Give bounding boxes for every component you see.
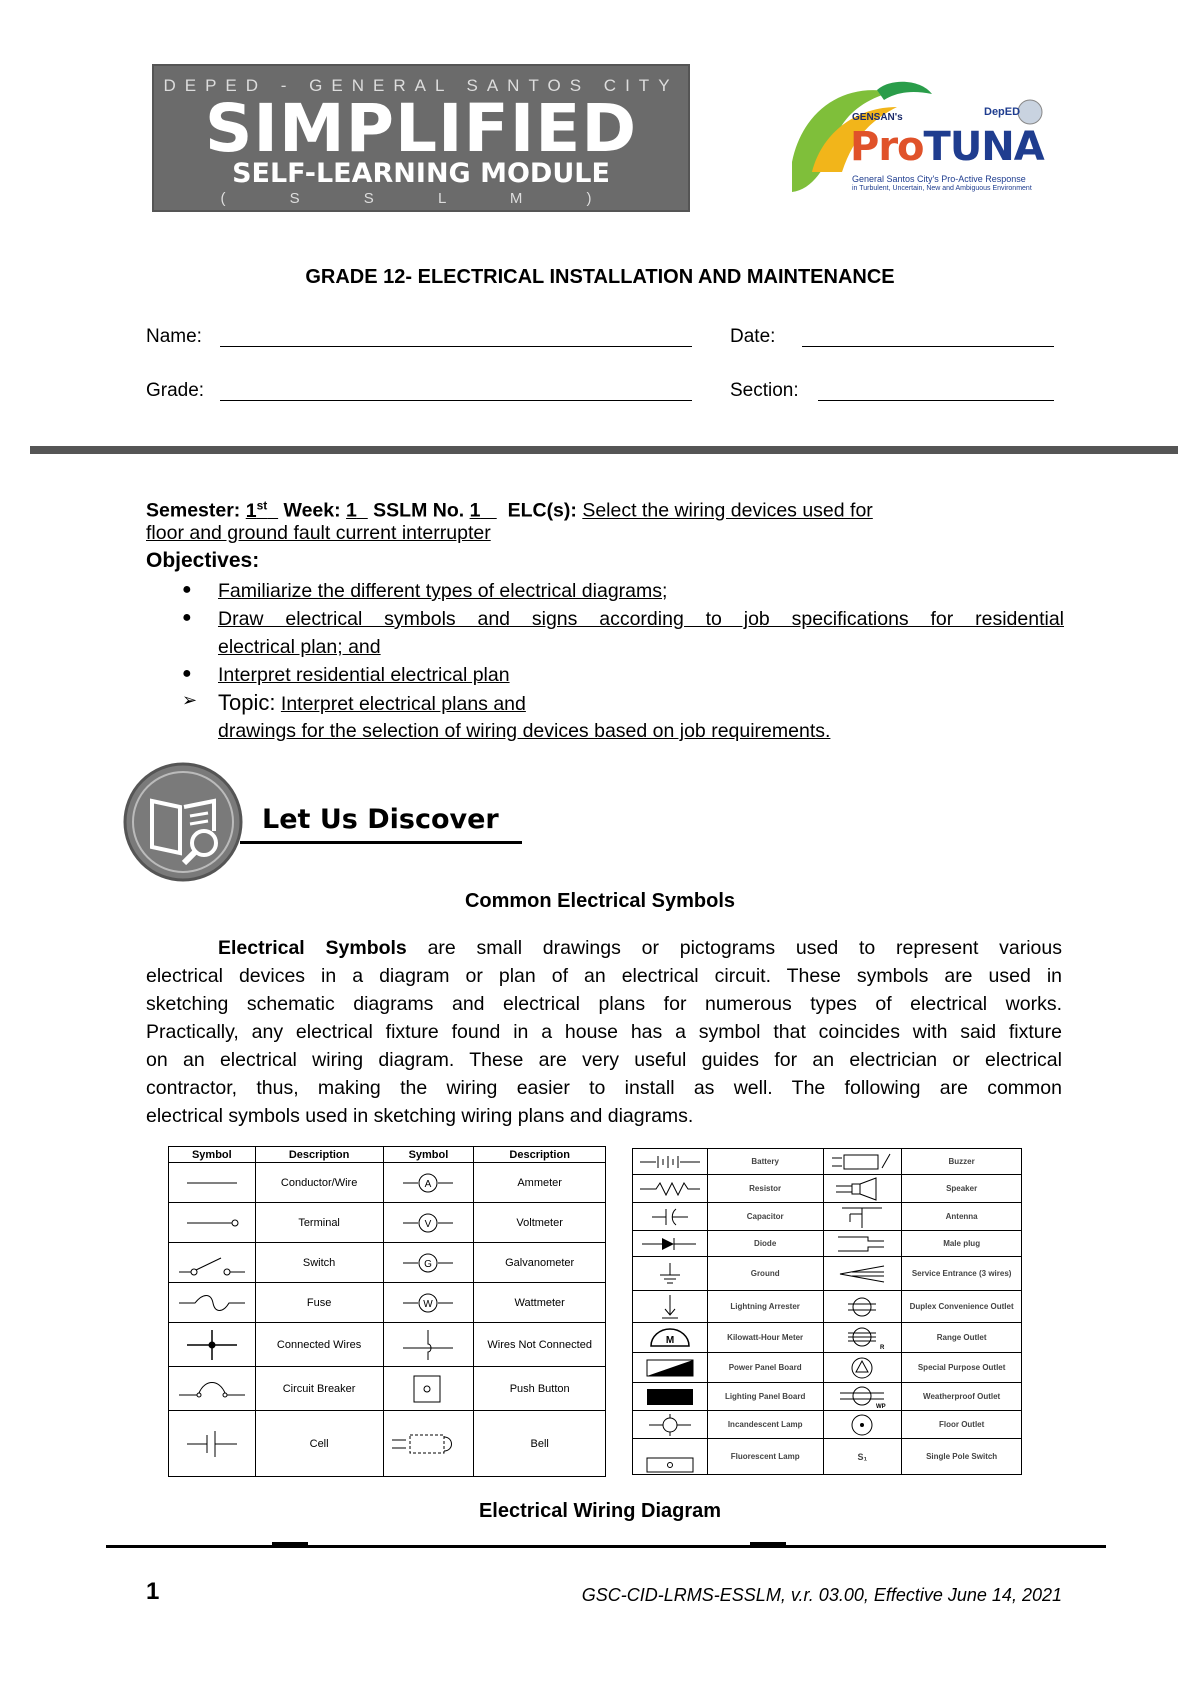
lighting-panel-board-icon [645, 1387, 695, 1407]
cell-icon [182, 1429, 242, 1459]
footer-divider-accent [750, 1542, 786, 1545]
svg-text:W: W [423, 1298, 434, 1310]
banner-line1: DEPED - GENERAL SANTOS CITY [163, 76, 679, 95]
desc-cell: Floor Outlet [902, 1411, 1022, 1439]
desc-cell: Voltmeter [474, 1203, 606, 1243]
service-entrance-icon [832, 1263, 892, 1285]
table-row [633, 1383, 1022, 1411]
power-panel-board-icon [645, 1358, 695, 1378]
desc-cell: Ammeter [474, 1163, 606, 1203]
svg-text:M: M [665, 1334, 675, 1346]
document-code: GSC-CID-LRMS-ESSLM, v.r. 03.00, Effective June 14, 2021 [581, 1585, 1062, 1605]
table-row [633, 1149, 1022, 1175]
logo-tuna: TUNA [923, 124, 1044, 170]
connected-wires-icon [182, 1328, 242, 1362]
symbols-table-1 [168, 1146, 606, 1477]
floor-outlet-icon [842, 1413, 882, 1437]
fuse-icon [177, 1291, 247, 1315]
desc-cell: Bell [474, 1411, 606, 1477]
th-symbol: Symbol [383, 1147, 474, 1163]
voltmeter-icon [398, 1211, 458, 1235]
desc-cell: Male plug [902, 1231, 1022, 1257]
th-description: Description [474, 1147, 606, 1163]
desc-cell: Special Purpose Outlet [902, 1353, 1022, 1383]
th-symbol: Symbol [169, 1147, 256, 1163]
desc-cell: Lighting Panel Board [707, 1383, 823, 1411]
galvanometer-icon [398, 1251, 458, 1275]
desc-cell: Single Pole Switch [902, 1439, 1022, 1475]
objective-item: Familiarize the different types of electrical diagrams; [218, 580, 668, 602]
desc-cell: Weatherproof Outlet [902, 1383, 1022, 1411]
sslm-banner [152, 64, 690, 212]
switch-icon [177, 1248, 247, 1278]
date-label: Date: [730, 326, 776, 347]
desc-cell: Cell [255, 1411, 383, 1477]
desc-cell: Wires Not Connected [474, 1323, 606, 1367]
capacitor-icon [638, 1207, 702, 1227]
bullet-icon: ● [182, 665, 192, 682]
bell-icon [388, 1429, 468, 1459]
th-description: Description [255, 1147, 383, 1163]
elc-label: ELC(s): [507, 499, 577, 522]
weatherproof-outlet-icon [832, 1385, 892, 1409]
table-row [169, 1283, 606, 1323]
semester-label: Semester: [146, 499, 241, 522]
logo-pro: Pro [850, 124, 924, 170]
svg-text:A: A [425, 1178, 432, 1190]
week-value: 1 [346, 499, 357, 522]
desc-cell: Terminal [255, 1203, 383, 1243]
elc-text1: Select the wiring devices used for [582, 499, 873, 522]
desc-cell: Capacitor [707, 1203, 823, 1231]
battery-icon [638, 1154, 702, 1170]
objective-item-cont: electrical plan; and [218, 636, 381, 658]
wiring-heading: Electrical Wiring Diagram [478, 1500, 722, 1522]
logo-deped: DepED [984, 106, 1021, 118]
desc-cell: Power Panel Board [707, 1353, 823, 1383]
semester-value: 1st [245, 498, 268, 522]
male-plug-icon [832, 1233, 892, 1255]
table-row [633, 1353, 1022, 1383]
intro-paragraph: Electrical Symbols are small drawings or pictograms used to represent various electrical devices in a diagram or plan of an electrical circuit. These symbols are used in sketching schematic diagrams and electrical plans for numerous types of electrical works. Practically, any electrical fixture found in a house has a symbol that coincides with said fixture on an electrical wiring diagram. These are very useful guides for an electrician or electrical contractor, thus, making the wiring easier to install as well. The following are common electrical symbols used in sketching wiring plans and diagrams. [146, 937, 1062, 1127]
table-row [633, 1257, 1022, 1291]
duplex-outlet-icon [832, 1296, 892, 1318]
desc-cell: Lightning Arrester [707, 1291, 823, 1323]
conductor-wire-icon [182, 1173, 242, 1193]
desc-cell: Incandescent Lamp [707, 1411, 823, 1439]
logo-protuna [850, 124, 1044, 170]
footer-divider-accent [272, 1542, 308, 1545]
name-label: Name: [146, 326, 202, 347]
diode-icon [638, 1236, 702, 1252]
desc-cell: Push Button [474, 1367, 606, 1411]
desc-cell: Fuse [255, 1283, 383, 1323]
wires-not-connected-icon [398, 1328, 458, 1362]
svg-text:V: V [425, 1218, 432, 1230]
banner-line3: SELF-LEARNING MODULE [232, 158, 610, 189]
table-row [169, 1203, 606, 1243]
grade-field[interactable] [220, 384, 692, 401]
desc-cell: Range Outlet [902, 1323, 1022, 1353]
fluorescent-lamp-icon [645, 1456, 695, 1474]
terminal-icon [182, 1213, 242, 1233]
book-search-icon [122, 761, 244, 883]
buzzer-icon [830, 1152, 894, 1172]
symbols-heading: Common Electrical Symbols [464, 890, 736, 912]
desc-cell: Galvanometer [474, 1243, 606, 1283]
topic-line: Topic: Interpret electrical plans and [218, 690, 526, 715]
desc-cell: Fluorescent Lamp [707, 1439, 823, 1475]
desc-cell: Speaker [902, 1175, 1022, 1203]
section-label: Section: [730, 380, 799, 401]
desc-cell: Antenna [902, 1203, 1022, 1231]
push-button-icon [408, 1372, 448, 1406]
footer-divider [106, 1545, 1106, 1548]
desc-cell: Buzzer [902, 1149, 1022, 1175]
table-row [633, 1203, 1022, 1231]
sslm-value: 1 [469, 499, 481, 522]
bullet-icon: ● [182, 609, 192, 626]
desc-cell: Conductor/Wire [255, 1163, 383, 1203]
table-row [633, 1175, 1022, 1203]
circuit-breaker-icon [177, 1377, 247, 1401]
incandescent-lamp-icon [645, 1413, 695, 1437]
objectives-heading: Objectives: [146, 549, 260, 572]
antenna-icon [832, 1204, 892, 1230]
sslm-label: SSLM No. [373, 499, 465, 522]
desc-cell: Wattmeter [474, 1283, 606, 1323]
svg-text:G: G [424, 1258, 433, 1270]
desc-cell: Resistor [707, 1175, 823, 1203]
svg-text:WP: WP [876, 1403, 887, 1409]
table-row [169, 1411, 606, 1477]
desc-cell: Connected Wires [255, 1323, 383, 1367]
special-purpose-outlet-icon [842, 1356, 882, 1380]
week-label: Week: [283, 499, 341, 522]
lightning-arrester-icon [650, 1293, 690, 1321]
header-divider [30, 446, 1178, 454]
table-row [633, 1291, 1022, 1323]
section-heading: Let Us Discover [262, 804, 499, 835]
banner-line4: ( S S L M ) [220, 190, 622, 207]
table-row [169, 1243, 606, 1283]
section-heading-underline [240, 841, 522, 844]
banner-line2: SIMPLIFIED [204, 90, 638, 167]
ammeter-icon [398, 1171, 458, 1195]
desc-cell: Diode [707, 1231, 823, 1257]
desc-cell: Duplex Convenience Outlet [902, 1291, 1022, 1323]
date-field[interactable] [802, 330, 1054, 347]
name-field[interactable] [220, 330, 692, 347]
protuna-logo [772, 72, 1062, 212]
table-row [169, 1367, 606, 1411]
ground-icon [650, 1261, 690, 1287]
table-row [169, 1163, 606, 1203]
desc-cell: Kilowatt-Hour Meter [707, 1323, 823, 1353]
arrow-bullet-icon: ➢ [182, 690, 198, 710]
objective-item: Interpret residential electrical plan [218, 664, 510, 686]
range-outlet-icon [832, 1326, 892, 1350]
desc-cell: Service Entrance (3 wires) [902, 1257, 1022, 1291]
page-number: 1 [146, 1578, 160, 1605]
topic-text2: drawings for the selection of wiring devices based on job requirements. [218, 720, 831, 742]
single-pole-switch-symbol: S₁ [823, 1439, 902, 1475]
logo-gensans: GENSAN's [852, 112, 903, 123]
desc-cell: Circuit Breaker [255, 1367, 383, 1411]
table-row [633, 1439, 1022, 1475]
kilowatt-hour-meter-icon [645, 1326, 695, 1350]
table-row [633, 1411, 1022, 1439]
bullet-icon: ● [182, 581, 192, 598]
page-title: GRADE 12- ELECTRICAL INSTALLATION AND MAINTENANCE [305, 266, 895, 288]
table-row [169, 1323, 606, 1367]
logo-tagline1: General Santos City's Pro-Active Response [852, 174, 1026, 184]
grade-label: Grade: [146, 380, 205, 401]
objective-item: Draw electrical symbols and signs according to job specifications for residential [218, 608, 1064, 630]
svg-text:R: R [880, 1344, 885, 1350]
section-field[interactable] [818, 384, 1054, 401]
wattmeter-icon [398, 1291, 458, 1315]
desc-cell: Switch [255, 1243, 383, 1283]
elc-text2: floor and ground fault current interrupter [146, 522, 491, 544]
symbols-table-2 [632, 1148, 1022, 1475]
desc-cell: Ground [707, 1257, 823, 1291]
table-row [633, 1323, 1022, 1353]
logo-tagline2: in Turbulent, Uncertain, New and Ambiguous Environment [852, 185, 1032, 192]
desc-cell: Battery [707, 1149, 823, 1175]
resistor-icon [638, 1181, 702, 1197]
speaker-icon [832, 1177, 892, 1201]
table-row [633, 1231, 1022, 1257]
